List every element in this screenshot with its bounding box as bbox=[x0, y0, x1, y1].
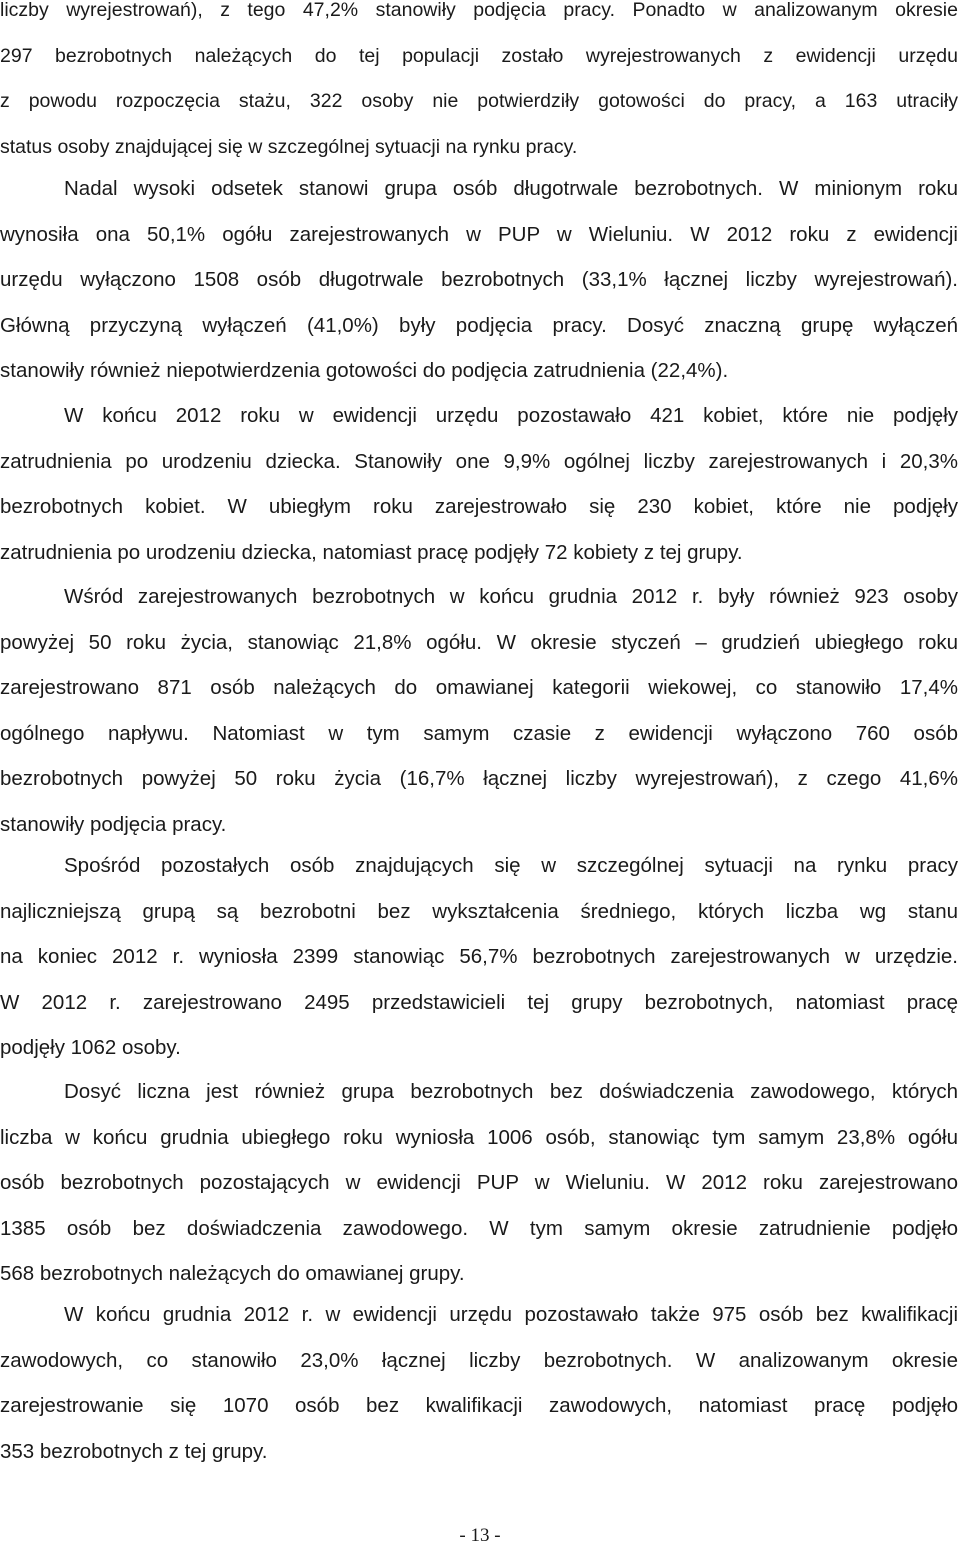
text-line: W końcu 2012 roku w ewidencji urzędu pozostawało 421 kobiet, które nie podjęły bbox=[64, 404, 958, 427]
text-line: liczby wyrejestrowań), z tego 47,2% stanowiły podjęcia pracy. Ponadto w analizowanym okresie bbox=[0, 0, 958, 21]
text-line: zarejestrowano 871 osób należących do omawianej kategorii wiekowej, co stanowiło 17,4% bbox=[0, 676, 958, 699]
text-line: z powodu rozpoczęcia stażu, 322 osoby nie potwierdziły gotowości do pracy, a 163 utraciły bbox=[0, 90, 958, 112]
text-line: urzędu wyłączono 1508 osób długotrwale bezrobotnych (33,1% łącznej liczby wyrejestrowań). bbox=[0, 268, 958, 291]
paragraph-7 bbox=[0, 1292, 958, 1474]
text-line: W 2012 r. zarejestrowano 2495 przedstawicieli tej grupy bezrobotnych, natomiast pracę bbox=[0, 990, 958, 1014]
text-line: zatrudnienia po urodzeniu dziecka, natomiast pracę podjęły 72 kobiety z tej grupy. bbox=[0, 540, 743, 564]
text-line: osób bezrobotnych pozostających w ewidencji PUP w Wieluniu. W 2012 roku zarejestrowano bbox=[0, 1171, 958, 1194]
text-line: powyżej 50 roku życia, stanowiąc 21,8% ogółu. W okresie styczeń – grudzień ubiegłego roku bbox=[0, 630, 958, 654]
paragraph-4 bbox=[0, 574, 958, 847]
text-line: Główną przyczyną wyłączeń (41,0%) były podjęcia pracy. Dosyć znaczną grupę wyłączeń bbox=[0, 313, 958, 337]
text-line: na koniec 2012 r. wyniosła 2399 stanowiąc 56,7% bezrobotnych zarejestrowanych w urzędzie. bbox=[0, 945, 958, 968]
paragraph-3 bbox=[0, 393, 958, 575]
text-line: zatrudnienia po urodzeniu dziecka. Stanowiły one 9,9% ogólnej liczby zarejestrowanych i 20,3% bbox=[0, 449, 958, 473]
text-line: 1385 osób bez doświadczenia zawodowego. W tym samym okresie zatrudnienie podjęło bbox=[0, 1216, 958, 1240]
text-line: bezrobotnych powyżej 50 roku życia (16,7% łącznej liczby wyrejestrowań), z czego 41,6% bbox=[0, 767, 958, 790]
text-line: Dosyć liczna jest również grupa bezrobotnych bez doświadczenia zawodowego, których bbox=[64, 1080, 958, 1103]
paragraph-2 bbox=[0, 166, 958, 394]
page-number: - 13 - bbox=[459, 1525, 501, 1546]
text-line: Spośród pozostałych osób znajdujących się w szczególnej sytuacji na rynku pracy bbox=[64, 854, 958, 877]
text-line: stanowiły również niepotwierdzenia gotowości do podjęcia zatrudnienia (22,4%). bbox=[0, 359, 729, 382]
text-line: zawodowych, co stanowiło 23,0% łącznej liczby bezrobotnych. W analizowanym okresie bbox=[0, 1348, 958, 1372]
text-line: podjęły 1062 osoby. bbox=[0, 1036, 181, 1059]
paragraph-5 bbox=[0, 843, 958, 1071]
text-line: 568 bezrobotnych należących do omawianej grupy. bbox=[0, 1262, 465, 1285]
text-line: 297 bezrobotnych należących do tej populacji zostało wyrejestrowanych z ewidencji urzędu bbox=[0, 44, 958, 67]
text-line: ogólnego napływu. Natomiast w tym samym czasie z ewidencji wyłączono 760 osób bbox=[0, 721, 958, 745]
text-line: liczba w końcu grudnia ubiegłego roku wyniosła 1006 osób, stanowiąc tym samym 23,8% ogółu bbox=[0, 1125, 958, 1149]
text-line: zarejestrowanie się 1070 osób bez kwalifikacji zawodowych, natomiast pracę podjęło bbox=[0, 1394, 958, 1417]
text-line: najliczniejszą grupą są bezrobotni bez wykształcenia średniego, których liczba wg stanu bbox=[0, 899, 958, 923]
text-line: Nadal wysoki odsetek stanowi grupa osób długotrwale bezrobotnych. W minionym roku bbox=[64, 177, 958, 200]
text-line: status osoby znajdującej się w szczególnej sytuacji na rynku pracy. bbox=[0, 135, 578, 158]
text-line: Wśród zarejestrowanych bezrobotnych w końcu grudnia 2012 r. były również 923 osoby bbox=[64, 585, 958, 608]
paragraph-1 bbox=[0, 0, 958, 170]
text-line: wynosiła ona 50,1% ogółu zarejestrowanych w PUP w Wieluniu. W 2012 roku z ewidencji bbox=[0, 222, 958, 246]
text-line: 353 bezrobotnych z tej grupy. bbox=[0, 1439, 268, 1463]
text-line: W końcu grudnia 2012 r. w ewidencji urzędu pozostawało także 975 osób bez kwalifikacji bbox=[64, 1303, 958, 1326]
text-line: bezrobotnych kobiet. W ubiegłym roku zarejestrowało się 230 kobiet, które nie podjęły bbox=[0, 495, 958, 518]
paragraph-6 bbox=[0, 1069, 958, 1297]
text-line: stanowiły podjęcia pracy. bbox=[0, 812, 227, 836]
